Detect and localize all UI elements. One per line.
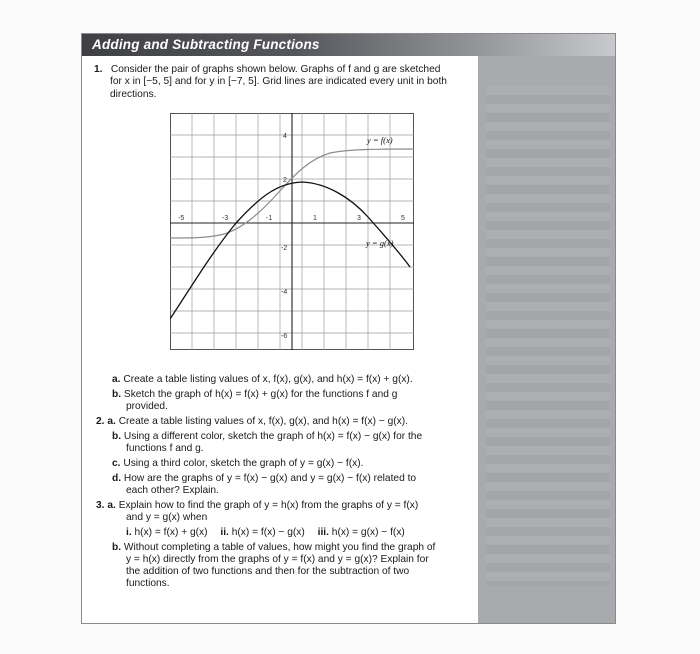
g-label: y = g(x) — [366, 238, 394, 248]
q1a-text: Create a table listing values of x, f(x), g(x), and h(x) = f(x) + g(x). — [123, 374, 413, 385]
y-tick-label: -6 — [281, 333, 288, 340]
q3a-subitems — [126, 527, 405, 539]
q2c — [112, 458, 363, 470]
roman-ii: ii. — [220, 527, 229, 538]
worksheet-frame — [81, 33, 616, 624]
side-strip-texture — [486, 86, 610, 586]
roman-iii: iii. — [317, 527, 329, 538]
q3b-text3: the addition of two functions and then for the subtraction of two — [126, 566, 410, 577]
q3b — [112, 542, 435, 554]
subitem-iii: h(x) = g(x) − f(x) — [331, 527, 405, 538]
q2b-text1: Using a different color, sketch the graph of h(x) = f(x) − g(x) for the — [123, 431, 423, 442]
q2d-text2: each other? Explain. — [126, 485, 219, 496]
q1a — [112, 374, 413, 386]
function-graph — [170, 113, 414, 350]
y-tick-label: -2 — [281, 245, 288, 252]
q2b — [112, 431, 422, 443]
subitem-ii: h(x) = f(x) − g(x) — [231, 527, 305, 538]
q1a-label: a. — [112, 374, 121, 385]
q2b-text2: functions f and g. — [126, 443, 204, 454]
q3a-label: a. — [107, 500, 116, 511]
x-tick-label: 5 — [401, 215, 405, 222]
q2d-label: d. — [112, 473, 122, 484]
q2c-label: c. — [112, 458, 121, 469]
x-tick-label: -1 — [266, 215, 273, 222]
x-tick-label: -3 — [222, 215, 229, 222]
q2d — [112, 473, 416, 485]
side-strip — [478, 56, 616, 624]
y-tick-label: -4 — [281, 289, 288, 296]
q3b-text4: functions. — [126, 578, 170, 589]
q2a-text: Create a table listing values of x, f(x), g(x), and h(x) = f(x) − g(x). — [118, 416, 409, 427]
x-tick-label: 3 — [357, 215, 361, 222]
q1b — [112, 389, 397, 401]
q3b-text2: y = h(x) directly from the graphs of y = f(x) and y = g(x)? Explain for — [126, 554, 429, 565]
q1b-label: b. — [112, 389, 122, 400]
y-tick-label: 4 — [283, 133, 287, 140]
q1-line1: Consider the pair of graphs shown below. Graphs of f and g are sketched — [110, 64, 441, 75]
q1-line2: for x in [−5, 5] and for y in [−7, 5]. Grid lines are indicated every unit in both — [110, 76, 447, 88]
y-tick-label: 2 — [283, 177, 287, 184]
q3-number: 3. — [96, 500, 105, 511]
q3b-label: b. — [112, 542, 122, 553]
q2c-text: Using a third color, sketch the graph of y = g(x) − f(x). — [123, 458, 364, 469]
q2a-label: a. — [107, 416, 116, 427]
x-tick-label: -5 — [178, 215, 185, 222]
q3a-text2: and y = g(x) when — [126, 512, 208, 523]
q3b-text1: Without completing a table of values, how might you find the graph of — [123, 542, 436, 553]
q1-number: 1. — [94, 64, 103, 75]
section-title: Adding and Subtracting Functions — [92, 37, 320, 52]
roman-i: i. — [126, 527, 132, 538]
subitem-i: h(x) = f(x) + g(x) — [134, 527, 208, 538]
f-label: y = f(x) — [367, 135, 393, 145]
q2b-label: b. — [112, 431, 122, 442]
q1-line3: directions. — [110, 88, 157, 100]
q3a — [96, 500, 418, 512]
q3a-text1: Explain how to find the graph of y = h(x) from the graphs of y = f(x) — [118, 500, 419, 511]
grid — [170, 113, 414, 350]
q1b-text1: Sketch the graph of h(x) = f(x) + g(x) for the functions f and g — [123, 389, 398, 400]
q2-number: 2. — [96, 416, 105, 427]
q2a — [96, 416, 408, 428]
q2d-text1: How are the graphs of y = f(x) − g(x) and y = g(x) − f(x) related to — [123, 473, 417, 484]
title-bar — [82, 34, 616, 56]
q1b-text2: provided. — [126, 401, 168, 412]
x-tick-label: 1 — [313, 215, 317, 222]
